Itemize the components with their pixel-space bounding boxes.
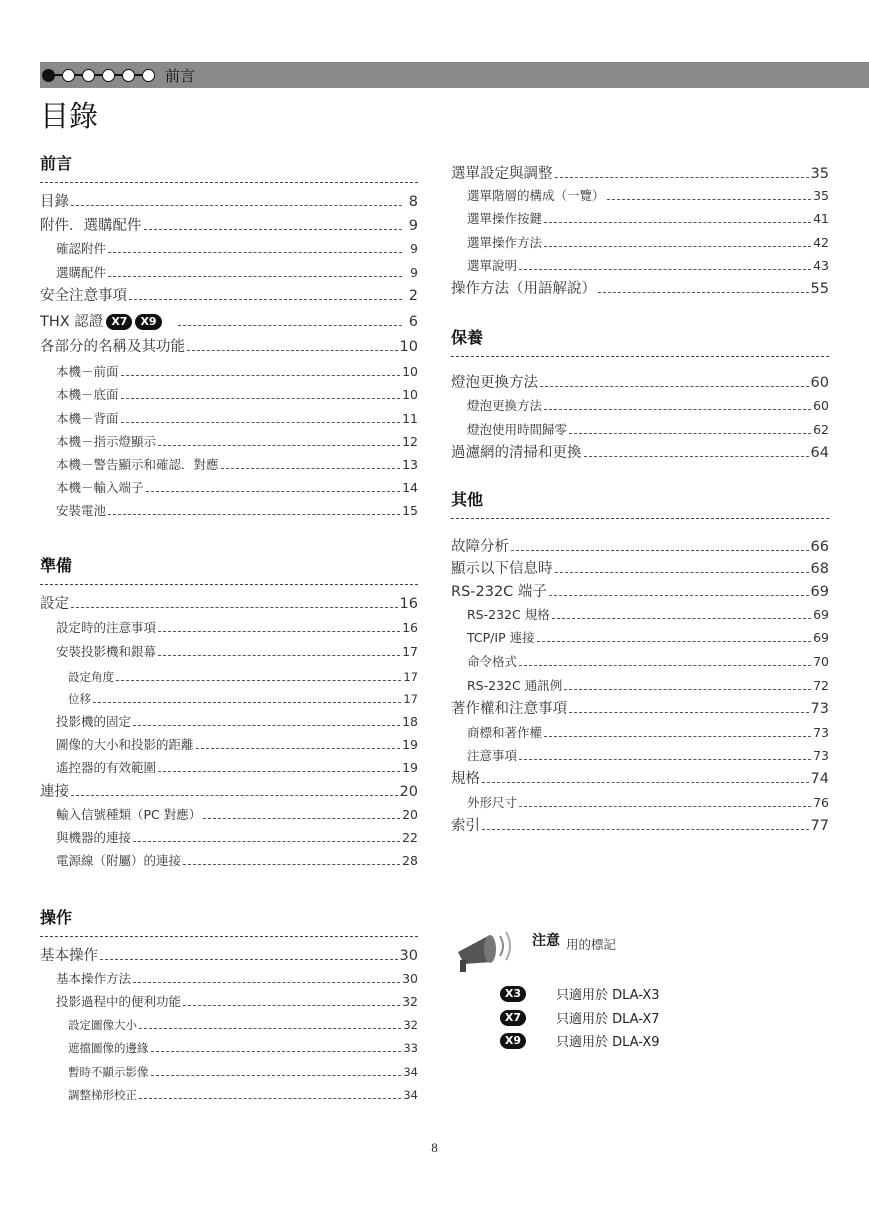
toc-page-number: 62 bbox=[813, 422, 829, 437]
toc-page-number: 22 bbox=[402, 830, 418, 845]
notice-text: 用的標記 bbox=[566, 937, 617, 952]
toc-leader bbox=[482, 782, 809, 783]
model-badge: X9 bbox=[135, 314, 161, 330]
toc-entry bbox=[451, 187, 829, 205]
toc-entry bbox=[40, 313, 418, 331]
toc-entry-title: 暫時不顯示影像 bbox=[68, 1065, 149, 1079]
toc-leader bbox=[129, 299, 402, 300]
progress-link bbox=[135, 74, 142, 76]
toc-leader bbox=[133, 982, 400, 983]
toc-entry bbox=[40, 193, 418, 211]
toc-page-number: 32 bbox=[403, 1018, 418, 1032]
toc-entry bbox=[451, 421, 829, 439]
toc-entry-title: 確認附件 bbox=[56, 241, 107, 256]
toc-page-number: 35 bbox=[813, 188, 829, 203]
toc-leader bbox=[108, 514, 400, 515]
legend-text: 只適用於 DLA-X7 bbox=[556, 1012, 660, 1027]
toc-entry bbox=[40, 690, 418, 708]
legend-row bbox=[500, 984, 660, 1003]
progress-link bbox=[55, 74, 62, 76]
toc-leader bbox=[71, 607, 398, 608]
toc-leader bbox=[482, 829, 809, 830]
toc-entry-title: 燈泡更換方法 bbox=[451, 375, 538, 391]
toc-leader bbox=[555, 572, 809, 573]
toc-leader bbox=[552, 618, 811, 619]
toc-entry-title: 燈泡更換方法 bbox=[467, 398, 543, 413]
toc-entry-title: TCP/IP 連接 bbox=[467, 630, 535, 645]
toc-page-number: 60 bbox=[810, 375, 829, 391]
toc-entry bbox=[451, 165, 829, 183]
toc-leader bbox=[108, 276, 402, 277]
toc-page-number: 32 bbox=[402, 994, 418, 1009]
toc-entry bbox=[451, 817, 829, 835]
chapter-crumb: 前言 bbox=[165, 66, 196, 85]
toc-entry-title: 本機－前面 bbox=[56, 364, 119, 379]
section-heading: 操作 bbox=[40, 908, 418, 937]
toc-entry-title: 設定時的注意事項 bbox=[56, 620, 157, 635]
toc-page-number: 18 bbox=[402, 714, 418, 729]
toc-entry bbox=[40, 736, 418, 754]
toc-entry bbox=[451, 653, 829, 671]
toc-page-number: 20 bbox=[402, 807, 418, 822]
toc-page-number: 13 bbox=[402, 457, 418, 472]
toc-entry-title: 選單設定與調整 bbox=[451, 166, 553, 182]
legend-row bbox=[500, 1031, 660, 1050]
toc-entry-title: 命令格式 bbox=[467, 654, 518, 669]
toc-leader bbox=[183, 1005, 400, 1006]
toc-leader bbox=[108, 252, 402, 253]
toc-entry-title: 安裝電池 bbox=[56, 503, 107, 518]
toc-entry-title: 外形尺寸 bbox=[467, 795, 518, 810]
toc-entry-title: 選單操作按鍵 bbox=[467, 211, 543, 226]
toc-page-number: 15 bbox=[402, 503, 418, 518]
toc-entry-title: 故障分析 bbox=[451, 539, 509, 555]
toc-leader bbox=[93, 702, 401, 703]
toc-entry-title: THX 認證 bbox=[40, 314, 104, 330]
toc-entry-title: 過濾網的清掃和更換 bbox=[451, 445, 582, 461]
toc-entry-title: 遙控器的有效範圍 bbox=[56, 760, 157, 775]
toc-entry bbox=[451, 724, 829, 742]
toc-leader bbox=[519, 759, 811, 760]
toc-page-number: 20 bbox=[399, 784, 418, 800]
toc-page-number: 19 bbox=[402, 760, 418, 775]
toc-page-number: 10 bbox=[402, 387, 418, 402]
progress-dot bbox=[62, 69, 75, 82]
toc-entry-title: 選購配件 bbox=[56, 265, 107, 280]
toc-leader bbox=[187, 350, 398, 351]
toc-leader bbox=[569, 433, 811, 434]
toc-entry bbox=[40, 240, 418, 258]
progress-dot bbox=[122, 69, 135, 82]
toc-entry-title: RS-232C 端子 bbox=[451, 584, 547, 600]
progress-link bbox=[95, 74, 102, 76]
toc-entry bbox=[40, 386, 418, 404]
toc-entry-title: RS-232C 通訊例 bbox=[467, 678, 563, 693]
toc-entry-title: 著作權和注意事項 bbox=[451, 701, 567, 717]
section-heading: 其他 bbox=[451, 490, 829, 519]
toc-leader bbox=[178, 325, 402, 326]
toc-entry bbox=[451, 560, 829, 578]
toc-entry-title: 連接 bbox=[40, 784, 69, 800]
toc-entry-title: 位移 bbox=[68, 692, 91, 706]
toc-page-number: 41 bbox=[813, 211, 829, 226]
toc-page-number: 43 bbox=[813, 258, 829, 273]
toc-page-number: 69 bbox=[813, 630, 829, 645]
toc-entry-title: 商標和著作權 bbox=[467, 725, 543, 740]
toc-entry-title: 注意事項 bbox=[467, 748, 518, 763]
toc-leader bbox=[71, 205, 402, 206]
toc-page-number: 77 bbox=[810, 818, 829, 834]
notice-title: 注意 bbox=[532, 933, 560, 949]
toc-page-number: 74 bbox=[810, 771, 829, 787]
toc-entry-title: 附件．選購配件 bbox=[40, 218, 142, 234]
toc-leader bbox=[133, 725, 400, 726]
toc-leader bbox=[544, 736, 811, 737]
toc-entry-title: 基本操作 bbox=[40, 948, 98, 964]
toc-page-number: 11 bbox=[402, 411, 418, 426]
toc-entry bbox=[451, 397, 829, 415]
toc-entry-title: 燈泡使用時間歸零 bbox=[467, 422, 568, 437]
toc-entry bbox=[451, 374, 829, 392]
toc-page-number: 17 bbox=[403, 692, 418, 706]
toc-entry-title: 調整梯形校正 bbox=[68, 1088, 137, 1102]
toc-entry bbox=[40, 947, 418, 965]
section-heading: 保養 bbox=[451, 328, 829, 357]
toc-entry-title: 遮擋圖像的邊緣 bbox=[68, 1041, 149, 1055]
toc-page-number: 10 bbox=[402, 364, 418, 379]
toc-leader bbox=[151, 1051, 402, 1052]
section-heading: 前言 bbox=[40, 154, 418, 183]
toc-entry bbox=[40, 993, 418, 1011]
toc-entry-title: 操作方法（用語解說） bbox=[451, 281, 596, 297]
toc-leader bbox=[139, 1098, 401, 1099]
toc-entry bbox=[40, 363, 418, 381]
toc-entry bbox=[451, 538, 829, 556]
toc-leader bbox=[519, 806, 811, 807]
toc-leader bbox=[221, 468, 401, 469]
toc-leader bbox=[519, 665, 811, 666]
toc-leader bbox=[544, 409, 811, 410]
toc-entry bbox=[451, 606, 829, 624]
toc-leader bbox=[100, 959, 398, 960]
model-badge: X9 bbox=[500, 1033, 526, 1049]
toc-entry bbox=[40, 456, 418, 474]
toc-entry-title: 基本操作方法 bbox=[56, 971, 132, 986]
toc-leader bbox=[519, 269, 811, 270]
toc-entry-title: 電源線（附屬）的連接 bbox=[56, 853, 182, 868]
toc-entry-title: 規格 bbox=[451, 771, 480, 787]
toc-page-number: 73 bbox=[813, 725, 829, 740]
toc-page-number: 30 bbox=[402, 971, 418, 986]
toc-entry bbox=[40, 1063, 418, 1081]
toc-entry bbox=[40, 852, 418, 870]
toc-entry bbox=[451, 629, 829, 647]
toc-page-number: 9 bbox=[410, 241, 418, 256]
toc-entry bbox=[40, 970, 418, 988]
toc-leader bbox=[511, 550, 809, 551]
toc-entry-title: 選單操作方法 bbox=[467, 235, 543, 250]
toc-entry-title: RS-232C 規格 bbox=[467, 607, 550, 622]
toc-entry bbox=[40, 783, 418, 801]
toc-entry bbox=[451, 794, 829, 812]
toc-leader bbox=[607, 199, 812, 200]
toc-entry bbox=[451, 257, 829, 275]
toc-entry bbox=[40, 759, 418, 777]
toc-page-number: 55 bbox=[810, 281, 829, 297]
toc-leader bbox=[203, 818, 400, 819]
toc-entry bbox=[40, 1016, 418, 1034]
toc-page-number: 68 bbox=[810, 561, 829, 577]
toc-entry-title: 顯示以下信息時 bbox=[451, 561, 553, 577]
toc-leader bbox=[121, 398, 401, 399]
toc-leader bbox=[116, 680, 401, 681]
toc-page-number: 70 bbox=[813, 654, 829, 669]
toc-leader bbox=[71, 795, 398, 796]
toc-page-number: 35 bbox=[810, 166, 829, 182]
toc-page-number: 16 bbox=[402, 620, 418, 635]
toc-entry bbox=[451, 234, 829, 252]
toc-page-number: 19 bbox=[402, 737, 418, 752]
toc-page-number: 76 bbox=[813, 795, 829, 810]
toc-leader bbox=[569, 712, 809, 713]
toc-entry-title: 投影過程中的便利功能 bbox=[56, 994, 182, 1009]
model-badge: X7 bbox=[106, 314, 132, 330]
toc-entry bbox=[40, 668, 418, 686]
toc-leader bbox=[555, 177, 809, 178]
toc-leader bbox=[158, 771, 400, 772]
toc-entry-title: 投影機的固定 bbox=[56, 714, 132, 729]
toc-entry bbox=[451, 210, 829, 228]
toc-page-number: 34 bbox=[403, 1065, 418, 1079]
toc-leader bbox=[598, 292, 809, 293]
toc-page-number: 17 bbox=[403, 670, 418, 684]
toc-entry-title: 安全注意事項 bbox=[40, 288, 127, 304]
toc-page-number: 17 bbox=[402, 644, 418, 659]
toc-leader bbox=[139, 1028, 401, 1029]
toc-page-number: 9 bbox=[410, 265, 418, 280]
progress-dot bbox=[142, 69, 155, 82]
toc-leader bbox=[146, 491, 401, 492]
toc-entry-title: 索引 bbox=[451, 818, 480, 834]
toc-entry bbox=[451, 700, 829, 718]
toc-leader bbox=[121, 422, 401, 423]
progress-link bbox=[115, 74, 122, 76]
toc-leader bbox=[564, 689, 811, 690]
progress-dot bbox=[102, 69, 115, 82]
toc-entry-title: 圖像的大小和投影的距離 bbox=[56, 737, 194, 752]
toc-entry-title: 與機器的連接 bbox=[56, 830, 132, 845]
toc-entry-title: 目錄 bbox=[40, 194, 69, 210]
megaphone-icon bbox=[452, 922, 520, 972]
toc-entry-title: 安裝投影機和銀幕 bbox=[56, 644, 157, 659]
toc-leader bbox=[151, 1075, 402, 1076]
toc-entry-title: 設定角度 bbox=[68, 670, 114, 684]
progress-dot bbox=[82, 69, 95, 82]
toc-leader bbox=[144, 229, 403, 230]
legend-text: 只適用於 DLA-X3 bbox=[556, 988, 660, 1003]
toc-entry-title: 本機－底面 bbox=[56, 387, 119, 402]
toc-entry bbox=[451, 747, 829, 765]
toc-page-number: 73 bbox=[813, 748, 829, 763]
toc-entry bbox=[40, 264, 418, 282]
toc-page-number: 66 bbox=[810, 539, 829, 555]
toc-page-number: 14 bbox=[402, 480, 418, 495]
notice-box bbox=[452, 918, 832, 1068]
toc-leader bbox=[537, 641, 812, 642]
toc-entry bbox=[40, 829, 418, 847]
toc-page-number: 28 bbox=[402, 853, 418, 868]
toc-page-number: 12 bbox=[402, 434, 418, 449]
toc-page-number: 72 bbox=[813, 678, 829, 693]
toc-page-number: 10 bbox=[399, 339, 418, 355]
legend-text: 只適用於 DLA-X9 bbox=[556, 1035, 660, 1050]
toc-page-number: 42 bbox=[813, 235, 829, 250]
toc-leader bbox=[549, 595, 809, 596]
toc-entry bbox=[40, 433, 418, 451]
model-badge: X7 bbox=[500, 1010, 526, 1026]
chapter-header-bar bbox=[40, 62, 869, 88]
toc-entry bbox=[451, 677, 829, 695]
toc-entry-title: 各部分的名稱及其功能 bbox=[40, 339, 185, 355]
toc-entry-title: 本機－警告顯示和確認．對應 bbox=[56, 457, 219, 472]
toc-entry bbox=[40, 595, 418, 613]
toc-entry-title: 設定 bbox=[40, 596, 69, 612]
toc-entry-title: 選單說明 bbox=[467, 258, 518, 273]
progress-dot-current bbox=[42, 69, 55, 82]
toc-entry-title: 選單階層的構成（一覽） bbox=[467, 188, 605, 203]
toc-entry-title: 本機－輸入端子 bbox=[56, 480, 144, 495]
toc-page-number: 64 bbox=[810, 445, 829, 461]
toc-page-number: 69 bbox=[810, 584, 829, 600]
toc-entry bbox=[40, 713, 418, 731]
toc-leader bbox=[540, 386, 809, 387]
toc-leader bbox=[544, 222, 811, 223]
toc-leader bbox=[196, 748, 401, 749]
toc-entry bbox=[451, 770, 829, 788]
toc-page-number: 30 bbox=[399, 948, 418, 964]
toc-entry bbox=[40, 806, 418, 824]
section-heading: 準備 bbox=[40, 556, 418, 585]
toc-entry-title: 本機－指示燈顯示 bbox=[56, 434, 157, 449]
page-title: 目錄 bbox=[40, 99, 99, 133]
toc-entry bbox=[40, 643, 418, 661]
toc-page-number: 69 bbox=[813, 607, 829, 622]
toc-leader bbox=[158, 655, 400, 656]
toc-entry bbox=[40, 1039, 418, 1057]
model-badge: X3 bbox=[500, 986, 526, 1002]
toc-page-number: 9 bbox=[408, 218, 418, 234]
toc-entry bbox=[40, 410, 418, 428]
toc-entry-title: 本機－背面 bbox=[56, 411, 119, 426]
toc-entry bbox=[40, 338, 418, 356]
progress-link bbox=[75, 74, 82, 76]
legend-row bbox=[500, 1008, 660, 1027]
toc-entry bbox=[40, 479, 418, 497]
toc-entry bbox=[40, 1086, 418, 1104]
toc-entry bbox=[451, 583, 829, 601]
page-number: 8 bbox=[431, 1140, 438, 1155]
toc-leader bbox=[584, 456, 809, 457]
toc-leader bbox=[183, 864, 400, 865]
toc-entry bbox=[451, 444, 829, 462]
toc-entry bbox=[40, 502, 418, 520]
toc-page-number: 60 bbox=[813, 398, 829, 413]
toc-entry bbox=[40, 217, 418, 235]
toc-page-number: 2 bbox=[408, 288, 418, 304]
toc-leader bbox=[121, 375, 401, 376]
toc-page-number: 73 bbox=[810, 701, 829, 717]
chapter-progress-dots bbox=[42, 69, 155, 82]
toc-entry bbox=[40, 287, 418, 305]
toc-page-number: 16 bbox=[399, 596, 418, 612]
toc-leader bbox=[544, 246, 811, 247]
toc-page-number: 33 bbox=[403, 1041, 418, 1055]
toc-page-number: 6 bbox=[408, 314, 418, 330]
toc-leader bbox=[158, 631, 400, 632]
toc-leader bbox=[133, 841, 400, 842]
toc-entry-title: 輸入信號種類（PC 對應） bbox=[56, 807, 202, 822]
toc-entry bbox=[451, 280, 829, 298]
toc-page-number: 34 bbox=[403, 1088, 418, 1102]
toc-page-number: 8 bbox=[408, 194, 418, 210]
toc-leader bbox=[158, 445, 400, 446]
toc-entry-title: 設定圖像大小 bbox=[68, 1018, 137, 1032]
toc-entry bbox=[40, 619, 418, 637]
